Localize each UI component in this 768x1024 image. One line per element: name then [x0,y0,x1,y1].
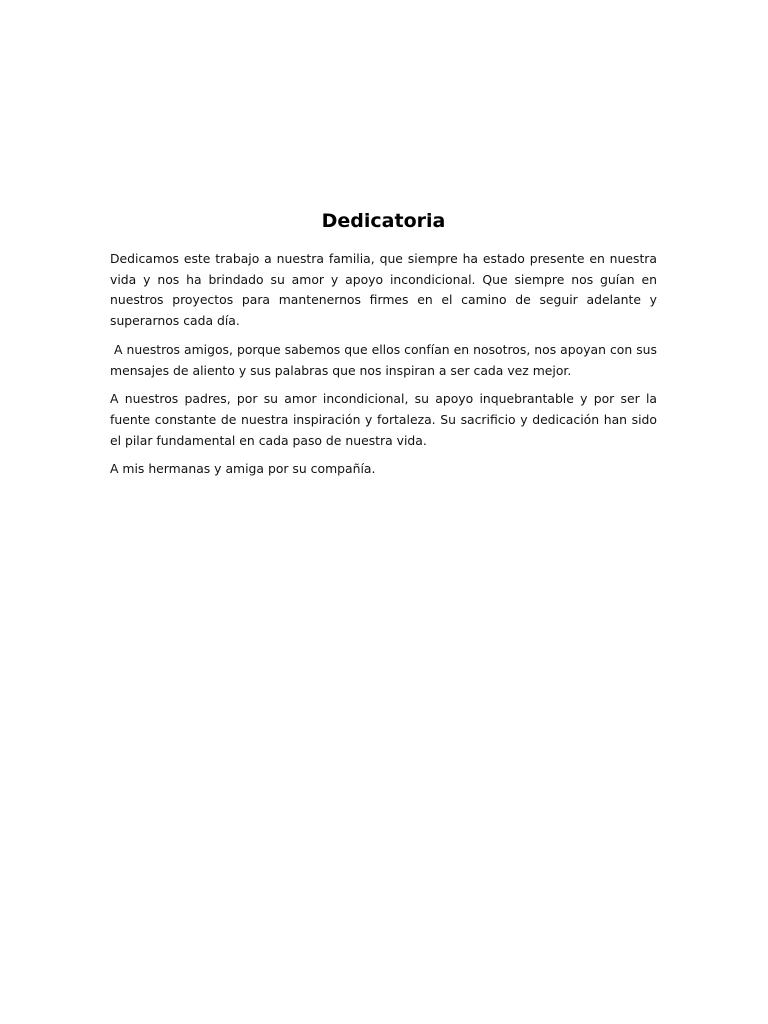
paragraph-siblings: A mis hermanas y amiga por su compañía. [110,461,376,477]
paragraph-parents: A nuestros padres, por su amor incondicional, su apoyo inquebrantable y por ser la fuente constante de nuestra inspiración y fortaleza. Su sacrificio y dedicación han sido el pilar fundamental en cada paso de nuestra vida. [110,391,661,448]
paragraph-friends: A nuestros amigos, porque sabemos que ellos confían en nosotros, nos apoyan con sus mensajes de aliento y sus palabras que nos inspiran a ser cada vez mejor. [110,341,661,378]
dedication-section [110,207,661,488]
paragraph-family: Dedicamos este trabajo a nuestra familia, que siempre ha estado presente en nuestra vida y nos ha brindado su amor y apoyo incondicional. Que siempre nos guían en nuestros proyectos para mantenernos firmes en el camino de seguir adelante y superarnos cada día. [110,251,661,329]
page-title: Dedicatoria [321,210,446,232]
